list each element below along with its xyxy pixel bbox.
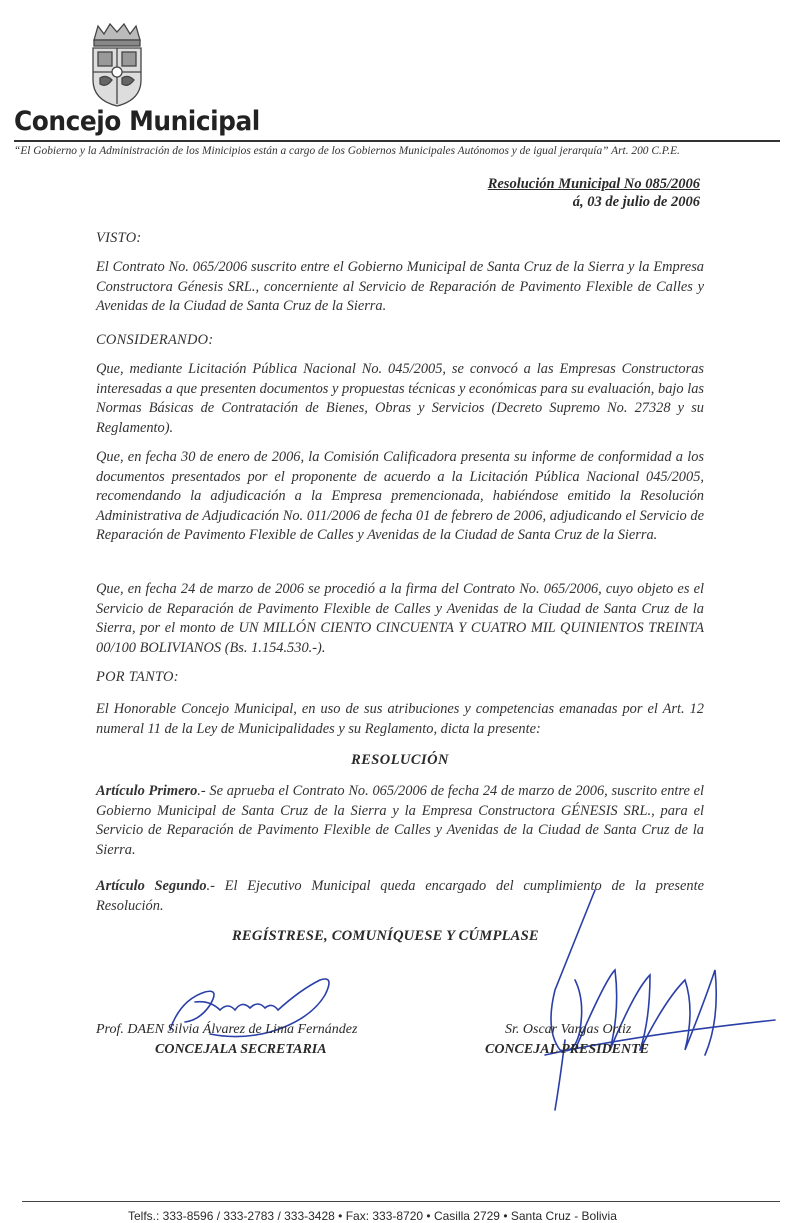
- closing-formula: REGÍSTRESE, COMUNÍQUESE Y CÚMPLASE: [232, 928, 539, 944]
- considerando-paragraph-2: Que, en fecha 30 de enero de 2006, la Comisión Calificadora presenta su informe de conformidad a los documentos presentados por el proponente de acuerdo a la Licitación Pública Nacional 045/2005, recomendando la adjudicación a la Empresa premencionada, habiéndose emitido la Resolución Administrativa de Adjudicación No. 011/2006 de fecha 01 de febrero de 2006, adjudicando el Servicio de Reparación de Pavimento Flexible de Calles y Avenidas de la Ciudad de Santa Cruz de la Sierra.: [96, 449, 704, 543]
- resolucion-heading: RESOLUCIÓN: [351, 752, 449, 768]
- footer-divider: [22, 1201, 780, 1202]
- municipal-crest-logo: [88, 22, 146, 108]
- resolution-number: Resolución Municipal No 085/2006: [487, 176, 700, 192]
- visto-paragraph: El Contrato No. 065/2006 suscrito entre el Gobierno Municipal de Santa Cruz de la Sierra y la Empresa Constructora Génesis SRL., concerniente al Servicio de Reparación de Pavimento Flexible de Calles y Avenidas de la Ciudad de Santa Cruz de la Sierra.: [96, 259, 704, 314]
- header-motto: “El Gobierno y la Administración de los Minicipios están a cargo de los Gobiernos Municipales Autónomos y de igual jerarquía” Art. 200 C.P.E.: [14, 145, 680, 157]
- article-first-label: Artículo Primero: [96, 783, 198, 799]
- considerando-heading: CONSIDERANDO:: [96, 332, 214, 348]
- visto-heading: VISTO:: [96, 230, 142, 246]
- footer-contact: Telfs.: 333-8596 / 333-2783 / 333-3428 • Fax: 333-8720 • Casilla 2729 • Santa Cruz - Bolivia: [128, 1209, 617, 1223]
- right-signatory-title: CONCEJAL PRESIDENTE: [485, 1042, 650, 1057]
- right-handwritten-signature: [515, 880, 785, 1120]
- portanto-heading: POR TANTO:: [96, 669, 179, 685]
- right-signatory-name: Sr. Oscar Vargas Ortiz: [505, 1022, 632, 1037]
- organization-name: Concejo Municipal: [14, 106, 260, 137]
- considerando-paragraph-1: Que, mediante Licitación Pública Nacional No. 045/2005, se convocó a las Empresas Constructoras interesadas a que presenten documentos y propuestas técnicas y económicas para su evaluación, bajo las Normas Básicas de Contratación de Bienes, Obras y Servicios (Decreto Supremo No. 27328 y su Reglamento).: [96, 361, 704, 436]
- article-second-text: .- El Ejecutivo Municipal queda encargado del cumplimiento de la presente Resolución.: [96, 878, 704, 914]
- left-signatory-title: CONCEJALA SECRETARIA: [155, 1042, 327, 1057]
- header-divider: [14, 140, 780, 142]
- left-signatory-name: Prof. DAEN Silvia Álvarez de Lima Fernández: [96, 1022, 358, 1037]
- portanto-paragraph: El Honorable Concejo Municipal, en uso de sus atribuciones y competencias emanadas por el Art. 12 numeral 11 de la Ley de Municipalidades y su Reglamento, dicta la presente:: [96, 701, 704, 737]
- resolution-date: á, 03 de julio de 2006: [572, 194, 700, 210]
- article-first: [96, 782, 704, 860]
- considerando-paragraph-3: Que, en fecha 24 de marzo de 2006 se procedió a la firma del Contrato No. 065/2006, cuyo objeto es el Servicio de Reparación de Pavimento Flexible de Calles y Avenidas de la Ciudad de Santa Cruz de la Sierra, por el monto de UN MILLÓN CIENTO CINCUENTA Y CUATRO MIL QUINIENTOS TREINTA 00/100 BOLIVIANOS (Bs. 1.154.530.-).: [96, 581, 704, 656]
- article-first-text: .- Se aprueba el Contrato No. 065/2006 de fecha 24 de marzo de 2006, suscrito entre el Gobierno Municipal de Santa Cruz de la Sierra y la Empresa Constructora GÉNESIS SRL., para el Servicio de Reparación de Pavimento Flexible de Calles y Avenidas de la Ciudad de Santa Cruz de la Sierra.: [96, 783, 704, 858]
- article-second-label: Artículo Segundo: [96, 878, 207, 894]
